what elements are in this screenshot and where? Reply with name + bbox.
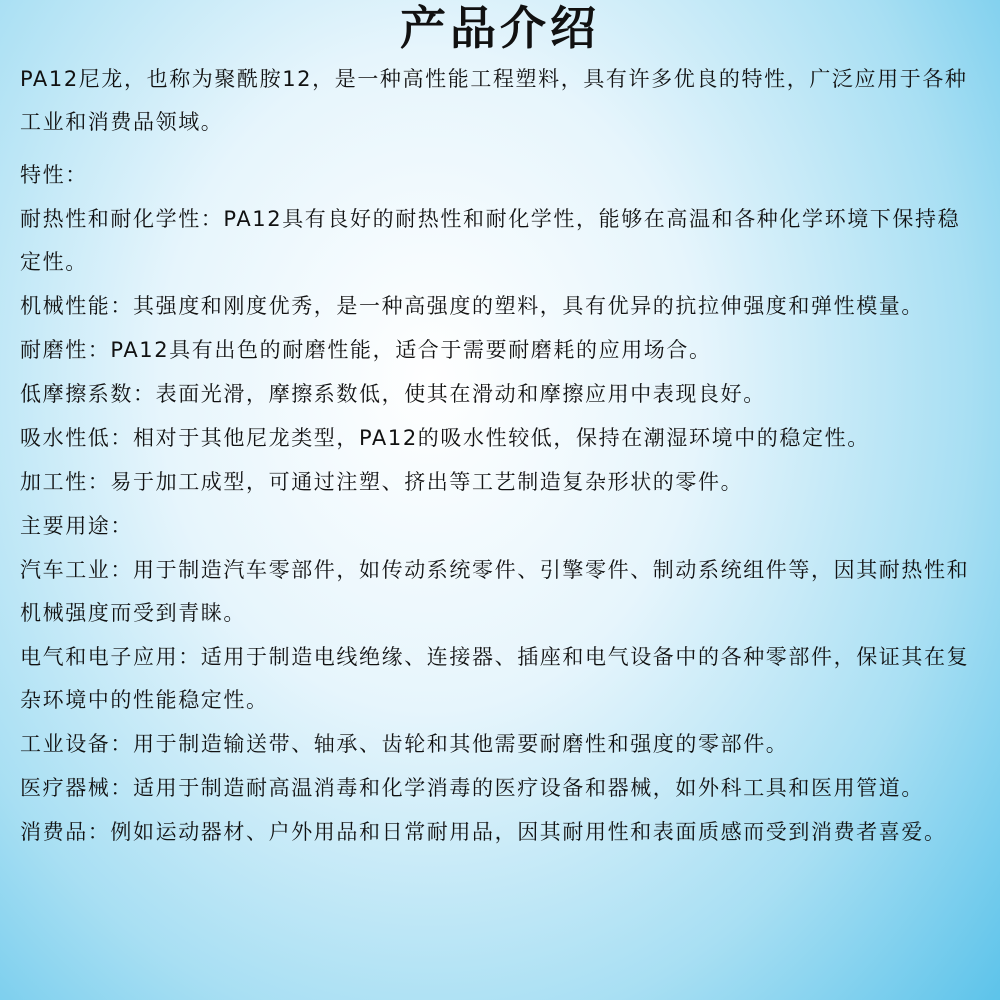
use-item: 工业设备：用于制造输送带、轴承、齿轮和其他需要耐磨性和强度的零部件。 [20,732,789,756]
use-item: 汽车工业：用于制造汽车零部件，如传动系统零件、引擎零件、制动系统组件等，因其耐热性和机械强度而受到青睐。 [20,558,970,625]
property-item: 低摩擦系数：表面光滑，摩擦系数低，使其在滑动和摩擦应用中表现良好。 [20,382,766,406]
property-item: 吸水性低：相对于其他尼龙类型，PA12的吸水性较低，保持在潮湿环境中的稳定性。 [20,426,870,450]
page-title: 产品介绍 [400,1,600,55]
intro-paragraph: PA12尼龙，也称为聚酰胺12，是一种高性能工程塑料，具有许多优良的特性，广泛应用于各种工业和消费品领域。 [20,67,968,134]
use-item: 医疗器械：适用于制造耐高温消毒和化学消毒的医疗设备和器械，如外科工具和医用管道。 [20,776,924,800]
properties-heading: 特性： [20,163,88,187]
property-item: 耐磨性：PA12具有出色的耐磨性能，适合于需要耐磨耗的应用场合。 [20,338,712,362]
property-item: 机械性能：其强度和刚度优秀，是一种高强度的塑料，具有优异的抗拉伸强度和弹性模量。 [20,294,924,318]
property-item: 耐热性和耐化学性：PA12具有良好的耐热性和耐化学性，能够在高温和各种化学环境下保持稳定性。 [20,207,961,274]
document-body [20,58,980,855]
use-item: 消费品：例如运动器材、户外用品和日常耐用品，因其耐用性和表面质感而受到消费者喜爱。 [20,820,947,844]
use-item: 电气和电子应用：适用于制造电线绝缘、连接器、插座和电气设备中的各种零部件，保证其在复杂环境中的性能稳定性。 [20,645,970,712]
property-item: 加工性：易于加工成型，可通过注塑、挤出等工艺制造复杂形状的零件。 [20,470,744,494]
uses-heading: 主要用途： [20,514,133,538]
